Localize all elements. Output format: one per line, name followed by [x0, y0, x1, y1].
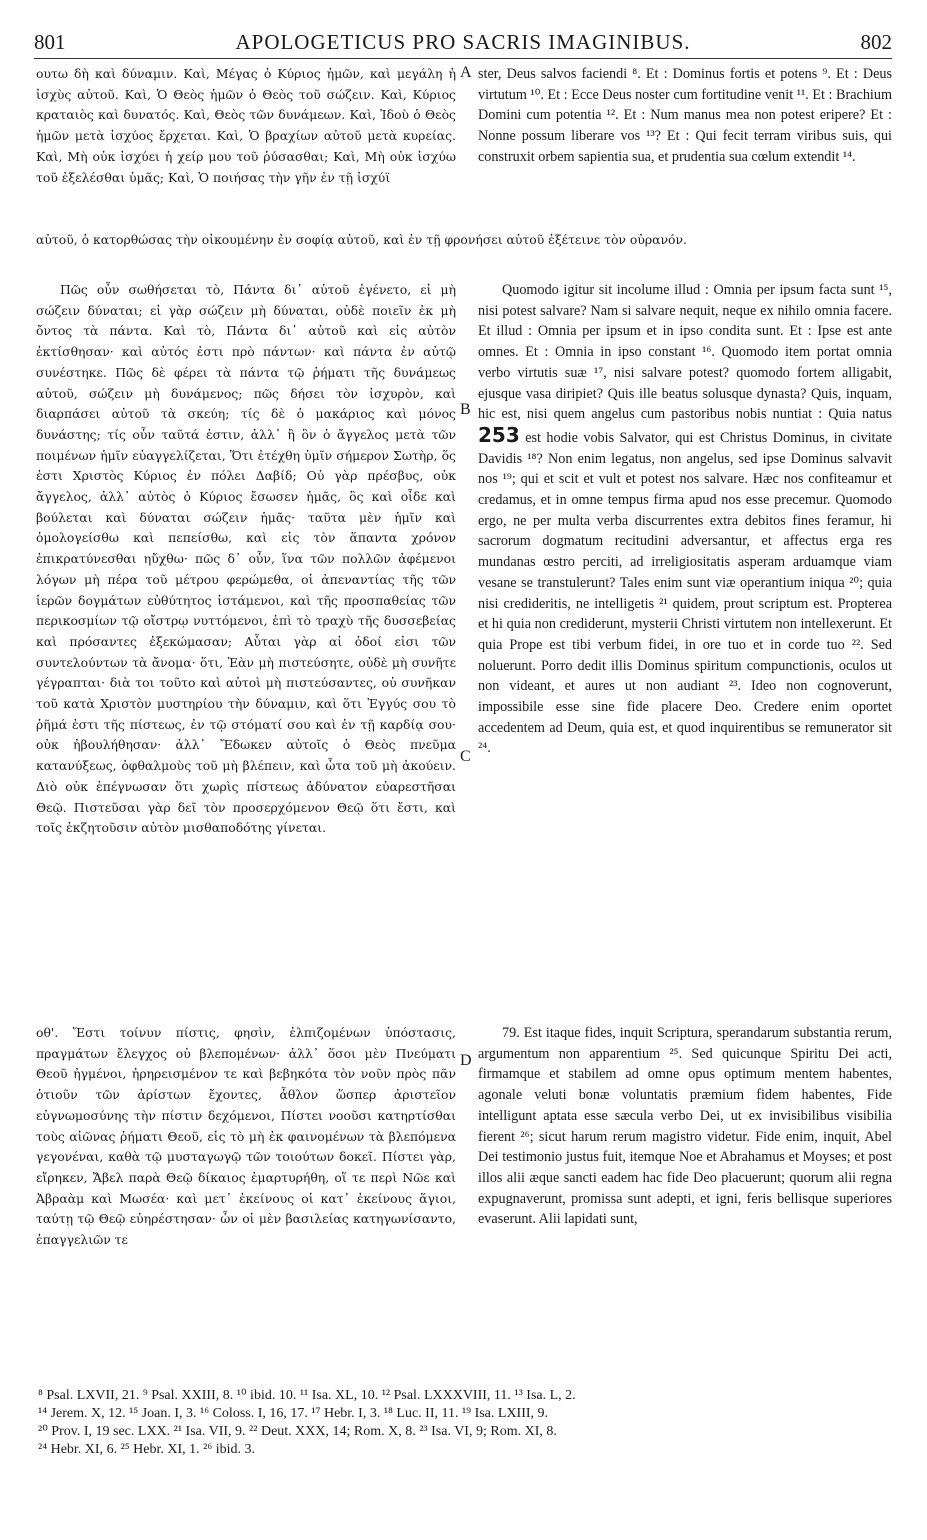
page-number-left: 801 [34, 30, 66, 54]
latin-column-middle [478, 280, 892, 759]
latin-paragraph: 79. Est itaque fides, inquit Scriptura, sperandarum substantia rerum, argumentum non apparentium ²⁵. Sed quicunque Spiritu Dei acti, firmamque et stabilem ad omne opus optimum mentem habentes, agonale veluti bonæ voluntatis præmium fidem habentes, Fide intelligunt aptata esse sæcula verbo Dei, ut ex invisibilibus visibilia fierent ²⁶; sicut harum rerum magistro videtur. Fide enim, inquit, Abel Dei testimonio justus fuit, itemque Noe et Abrahamus et Moyses; et post illos alii æque sancti eadem hac fide Deo placuerunt; quorum alii regna expugnaverunt, promissa sunt adepti, et igni, feris bellisque superiores evaserunt. Alii lapidati sunt, [478, 1025, 892, 1228]
margin-letter-b: B [460, 401, 471, 418]
footnote-line: ²⁰ Prov. I, 19 sec. LXX. ²¹ Isa. VII, 9. ²² Deut. XXX, 14; Rom. X, 8. ²³ Isa. VI, 9; Rom. XI, 8. [38, 1424, 557, 1439]
latin-text: est hodie vobis Salvator, qui est Christus Dominus, in civitate Davidis ¹⁸? Non enim legatus, non angelus, sed ipse Dominus salvavit nos ¹⁹; qui et scit et vult et potest nos salvare. Hæc nos confiteamur et credamus, et in omne tempus firma apud nos esse precemur. Quomodo ergo, ne per multa verba discurrentes extra debitos fines feramur, hi sacrorum dogmatum recitudini adversantur, et affectus erga res mundanas œstro perciti, ad irreligiositatis asperam arduamque viam vesane se transtulerunt? Tales enim sunt viæ operantium iniqua ²⁰; quia nisi credideritis, ne intelligetis ²¹ quidem, prout scriptum est. Propterea et hi quia non crediderunt, mysterii Christi virtutem non intellexerunt. Et quia Prope est tibi verbum fidei, in ore tuo et in corde tuo ²². Sed noluerunt. Porro dedit illis Dominus spiritum compunctionis, oculos ut non videant, et aures ut non audiant ²³. Ideo non cognoverunt, impossibile esse sine fide placere Deo. Credere enim oportet accedentem ad Deum, quia est, et quod inquirentibus se remunerator sit ²⁴. [478, 429, 893, 757]
column-number: 253 [478, 422, 520, 447]
greek-paragraph: αὐτοῦ, ὁ κατορθώσας τὴν οἰκουμένην ἐν σοφίᾳ αὐτοῦ, καὶ ἐν τῇ φρονήσει αὐτοῦ ἐξέτεινε τὸν οὐρανόν. [36, 232, 687, 247]
footnote-line: ²⁴ Hebr. XI, 6. ²⁵ Hebr. XI, 1. ²⁶ ibid. 3. [38, 1442, 255, 1457]
footnote-line: ⁸ Psal. LXVII, 21. ⁹ Psal. XXIII, 8. ¹⁰ ibid. 10. ¹¹ Isa. XL, 10. ¹² Psal. LXXXVIII, 11. ¹³ Isa. L, 2. [38, 1388, 576, 1403]
margin-letter-d: D [460, 1052, 472, 1069]
running-header [34, 30, 892, 59]
latin-column-top [478, 64, 892, 168]
page-number-right: 802 [860, 30, 892, 54]
greek-column-top [36, 64, 456, 188]
greek-paragraph: οθ'. Ἔστι τοίνυν πίστις, φησὶν, ἐλπιζομένων ὑπόστασις, πραγμάτων ἔλεγχος οὐ βλεπομένων· ἀλλ᾽ ὅσοι μὲν Πνεύματι Θεοῦ ἠγμένοι, ἠρηρεισμένον τε καὶ βεβηκότα τὸν νοῦν πρὸς πᾶν ὁτιοῦν τῶν ἀρίστων ἔχοντες, ἆθλον ὥσπερ ἀριστεῖον εὐγνωμοσύνης τὴν πίστιν δεχόμενοι, Πίστει νοοῦσι κατηρτίσθαι τοὺς αἰῶνας ῥήματι Θεοῦ, εἰς τὸ μὴ ἐκ φαινομένων τὰ βλεπόμενα γεγονέναι, καθὰ τῷ μυσταγωγῷ τῶν τοιούτων δοκεῖ. Πίστει γὰρ, εἴρηκεν, Ἄβελ παρὰ Θεῷ δίκαιος ἐμαρτυρήθη, οἵ τε περὶ Νῶε καὶ Ἀβραὰμ καὶ Μωσέα· καὶ μετ᾽ ἐκείνους οἱ κατ᾽ ἐκείνους ἅγιοι, ταύτῃ τῷ Θεῷ εὐηρέστησαν· ὧν οἱ μὲν βασιλείας κατηγωνίσαντο, ἐπαγγελιῶν τε [36, 1025, 456, 1248]
greek-column-middle [36, 280, 456, 839]
footnotes [38, 1387, 894, 1459]
margin-letter-a: A [460, 64, 472, 81]
footnote-line: ¹⁴ Jerem. X, 12. ¹⁵ Joan. I, 3. ¹⁶ Coloss. I, 16, 17. ¹⁷ Hebr. I, 3. ¹⁸ Luc. II, 11. ¹⁹ Isa. LXIII, 9. [38, 1406, 549, 1421]
greek-spanning-line [36, 230, 892, 251]
latin-text: Quomodo igitur sit incolume illud : Omnia per ipsum facta sunt ¹⁵, nisi potest salvare? Nam si salvare nequit, neque ex nihilo omnia facere. Et illud : Omnia per ipsum et in ipso condita sunt. Et : Ipse est ante omnes. Et : Omnia in ipso constant ¹⁶. Quomodo item portat omnia verbo virtutis suæ ¹⁷, nisi salvare potest? quomodo fortem alligabit, ejusque vasa diripiet? Quis ille beatus solusque dynasta? Quis, inquam, hic est, nisi quem angelus cum pastoribus nobis nuntiat : Quia natus [478, 282, 892, 423]
running-title: APOLOGETICUS PRO SACRIS IMAGINIBUS. [235, 30, 691, 54]
latin-paragraph [478, 280, 892, 759]
latin-column-bottom [478, 1023, 892, 1230]
greek-paragraph: Πῶς οὖν σωθήσεται τὸ, Πάντα δι᾽ αὐτοῦ ἐγένετο, εἰ μὴ σώζειν δύναται; εἰ γὰρ σώζειν μὴ δύναται, οὐδὲ ποιεῖν ἐκ μὴ ὄντος τὰ πάντα. Καὶ τὸ, Πάντα δι᾽ αὐτοῦ καὶ εἰς αὐτὸν ἐκτίσθησαν· καὶ αὐτός ἐστι πρὸ πάντων· καὶ πάντα ἐν αὐτῷ συνέστηκε. Πῶς δὲ φέρει τὰ πάντα τῷ ῥήματι τῆς δυνάμεως αὐτοῦ, σώζειν μὴ δυνάμενος; πῶς δήσει τὸν ἰσχυρὸν, καὶ διαρπάσει αὐτοῦ τὰ σκεύη; τίς δὲ ὁ μακάριος καὶ μόνος δυνάστης; τίς οὖν ταῦτά ἐστιν, ἀλλ᾽ ἢ ὃν ὁ ἄγγελος μετὰ τῶν ποιμένων ἡμῖν εὐαγγελίζεται, Ὅτι ἐτέχθη ὑμῖν σήμερον Σωτὴρ, ὅς ἐστι Χριστὸς Κύριος ἐν πόλει Δαβίδ; Οὐ γὰρ πρέσβυς, οὐκ ἄγγελος, ἀλλ᾽ αὐτὸς ὁ Κύριος ἔσωσεν ἡμᾶς, ὃς καὶ οἶδε καὶ βούλεται καὶ δύναται σώζειν ἡμᾶς· ταῦτα μὲν ἡμῖν καὶ ὁμολογείσθω καὶ πεπείσθω, καὶ εἰς τὸν ἅπαντα χρόνον ἐπικρατύνεσθαι ηὔχθω· πῶς δ᾽ οὖν, ἵνα τῶν πολλῶν ἀφέμενοι λόγων μὴ πέρα τοῦ μέτρου φερώμεθα, οἱ ἀπεναντίας τῆς τῶν ἱερῶν δογμάτων εὐθύτητος ἱστάμενοι, καὶ τῆς προσπαθείας τῶν περικοσμίων τῷ οἴστρῳ νυττόμενοι, ἐπὶ τὸ τραχὺ τῆς δυσσεβείας καὶ πρόσαντες ἐξεκώμασαν; Αὗται γὰρ αἱ ὁδοί εἰσι τῶν συντελούντων τὰ ἄνομα· ὅτι, Ἐὰν μὴ πιστεύσητε, οὐδὲ μὴ συνῆτε γέγραπται· διὰ τοι τοῦτο καὶ αὐτοὶ μὴ πιστεύσαντες, οὐ συνῆκαν τοῦ κατὰ Χριστὸν μυστηρίου τὴν δύναμιν, καὶ ὅτι Ἐγγύς σου τὸ ῥῆμά ἐστι τῆς πίστεως, ἐν τῷ στόματί σου καὶ ἐν τῇ καρδίᾳ σου· οὐκ ἠβουλήθησαν· ἀλλ᾽ Ἔδωκεν αὐτοῖς ὁ Θεὸς πνεῦμα κατανύξεως, ὀφθαλμοὺς τοῦ μὴ βλέπειν, καὶ ὦτα τοῦ μὴ ἀκούειν. Διὸ οὐκ ἐπέγνωσαν ὅτι χωρὶς πίστεως ἀδύνατον εὐαρεστῆσαι Θεῷ. Πιστεῦσαι γὰρ δεῖ τὸν προσερχόμενον Θεῷ ὅτι ἔστι, καὶ τοῖς ἐκζητοῦσιν αὐτὸν μισθαποδότης γίνεται. [36, 282, 456, 836]
margin-letter-c: C [460, 748, 471, 765]
latin-paragraph: ster, Deus salvos faciendi ⁸. Et : Dominus fortis et potens ⁹. Et : Deus virtutum ¹⁰. Et : Ecce Deus noster cum fortitudine venit ¹¹. Et : Brachium Domini cum potentia ¹². Et : Num manus mea non potest eripere? Et : Nonne possum liberare vos ¹³? Et : Qui fecit terram viribus suis, qui construxit orbem sapientia sua, et prudentia sua cœlum extendit ¹⁴. [478, 66, 892, 165]
greek-column-bottom [36, 1023, 456, 1251]
greek-paragraph: ουτω δὴ καὶ δύναμιν. Καὶ, Μέγας ὁ Κύριος ἡμῶν, καὶ μεγάλη ἡ ἰσχὺς αὐτοῦ. Καὶ, Ὁ Θεὸς ἡμῶν ὁ Θεὸς τοῦ σώζειν. Καὶ, Κύριος κραταιὸς καὶ δυνατός. Καὶ, Θεὸς τῶν δυνάμεων. Καὶ, Ἰδοὺ ὁ Θεὸς ἡμῶν μετὰ ἰσχύος ἔρχεται. Καὶ, Ὁ βραχίων αὐτοῦ μετὰ κυρείας. Καὶ, Μὴ οὐκ ἰσχύει ἡ χείρ μου τοῦ ῥύσασθαι; Καὶ, Μὴ οὐκ ἰσχύω τοῦ ἐξελέσθαι ὑμᾶς; Καὶ, Ὁ ποιήσας τὴν γῆν ἐν τῇ ἰσχύϊ [36, 66, 456, 185]
